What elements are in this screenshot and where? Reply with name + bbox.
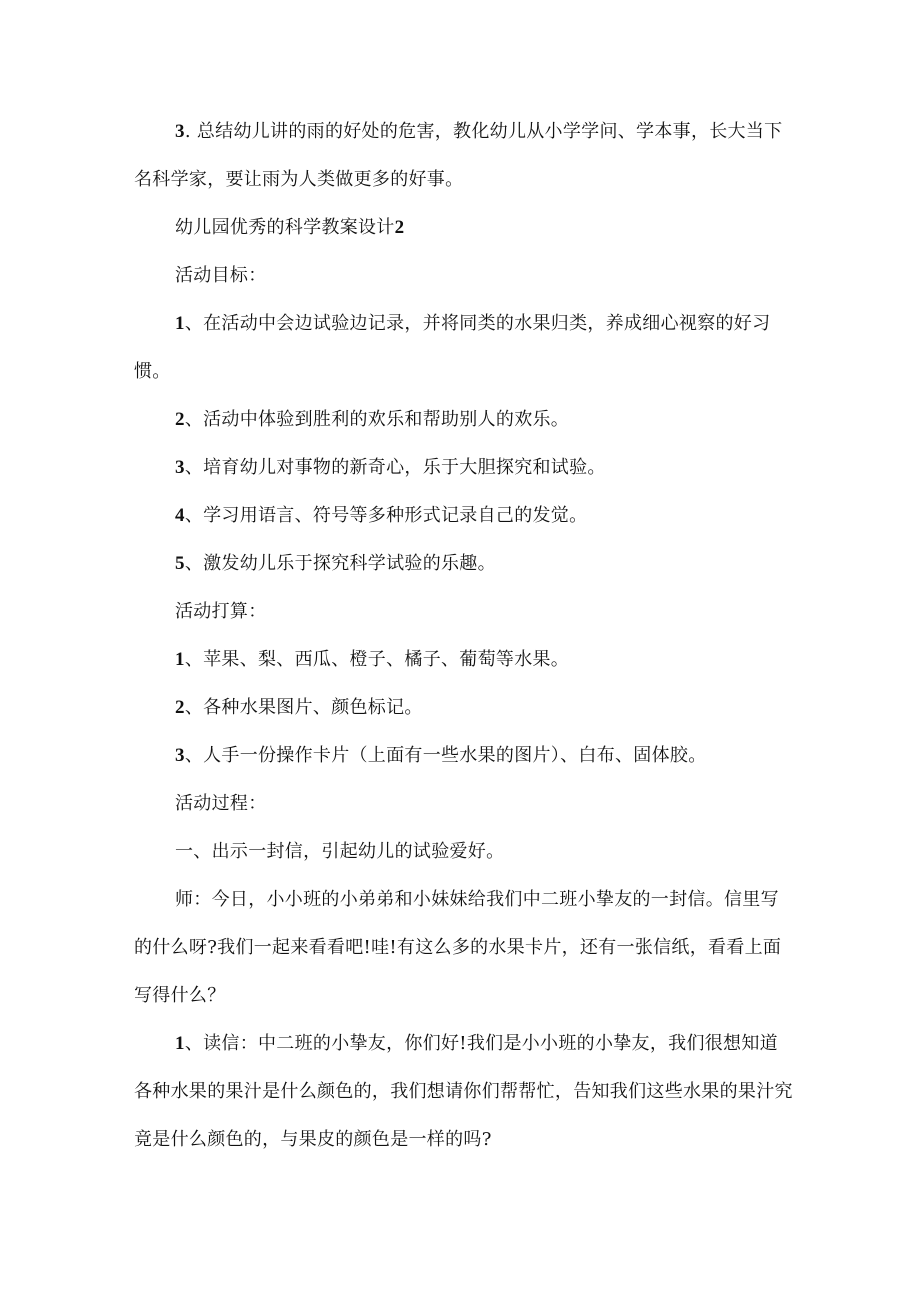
item-text: 、人手一份操作卡片（上面有一些水果的图片）、白布、固体胶。: [184, 745, 707, 766]
item-number: 1: [175, 1033, 185, 1054]
item-text: 、各种水果图片、颜色标记。: [184, 697, 423, 718]
prep-item-3: [134, 732, 794, 780]
step-text: 一、出示一封信，引起幼儿的试验爱好。: [175, 841, 505, 862]
item-number: 5: [175, 553, 185, 574]
subheading-text: 活动过程：: [175, 793, 267, 814]
item-text: 、在活动中会边试验边记录，并将同类的水果归类，养成细心视察的好习惯。: [134, 313, 771, 382]
section-heading: [134, 204, 794, 252]
item-text: 、活动中体验到胜利的欢乐和帮助别人的欢乐。: [184, 409, 570, 430]
item-text: 、激发幼儿乐于探究科学试验的乐趣。: [184, 553, 496, 574]
item-number: 3: [175, 745, 185, 766]
prep-item-2: [134, 684, 794, 732]
paragraph-text: . 总结幼儿讲的雨的好处的危害，教化幼儿从小学学问、学本事，长大当下名科学家，要让雨为人类做更多的好事。: [134, 121, 783, 190]
letter-text: 、读信：中二班的小挚友，你们好!我们是小小班的小挚友，我们很想知道各种水果的果汁是什么颜色的，我们想请你们帮帮忙，告知我们这些水果的果汁究竟是什么颜色的，与果皮的颜色是一样的吗?: [134, 1033, 793, 1150]
item-number: 1: [175, 313, 185, 334]
goal-item-1: [134, 300, 794, 396]
goal-item-2: [134, 396, 794, 444]
item-text: 、学习用语言、符号等多种形式记录自己的发觉。: [184, 505, 588, 526]
item-number: 3: [175, 121, 185, 142]
item-number: 2: [175, 409, 185, 430]
subheading-text: 活动打算：: [175, 601, 267, 622]
item-number: 4: [175, 505, 185, 526]
subheading-goals: [134, 252, 794, 300]
heading-number: 2: [394, 217, 405, 238]
goal-item-4: [134, 492, 794, 540]
item-number: 3: [175, 457, 185, 478]
goal-item-5: [134, 540, 794, 588]
item-number: 1: [175, 649, 185, 670]
letter-reading: [134, 1020, 794, 1164]
prep-item-1: [134, 636, 794, 684]
item-text: 、苹果、梨、西瓜、橙子、橘子、葡萄等水果。: [184, 649, 570, 670]
heading-text: 幼儿园优秀的科学教案设计: [175, 217, 395, 238]
paragraph-summary: [134, 108, 794, 204]
dialogue-text: 师：今日，小小班的小弟弟和小妹妹给我们中二班小挚友的一封信。信里写的什么呀?我们一起来看看吧!哇!有这么多的水果卡片，还有一张信纸，看看上面写得什么？: [134, 889, 782, 1006]
subheading-process: [134, 780, 794, 828]
teacher-dialogue: [134, 876, 794, 1020]
item-number: 2: [175, 697, 185, 718]
goal-item-3: [134, 444, 794, 492]
subheading-text: 活动目标：: [175, 265, 267, 286]
process-step-1: [134, 828, 794, 876]
subheading-preparation: [134, 588, 794, 636]
item-text: 、培育幼儿对事物的新奇心，乐于大胆探究和试验。: [184, 457, 606, 478]
